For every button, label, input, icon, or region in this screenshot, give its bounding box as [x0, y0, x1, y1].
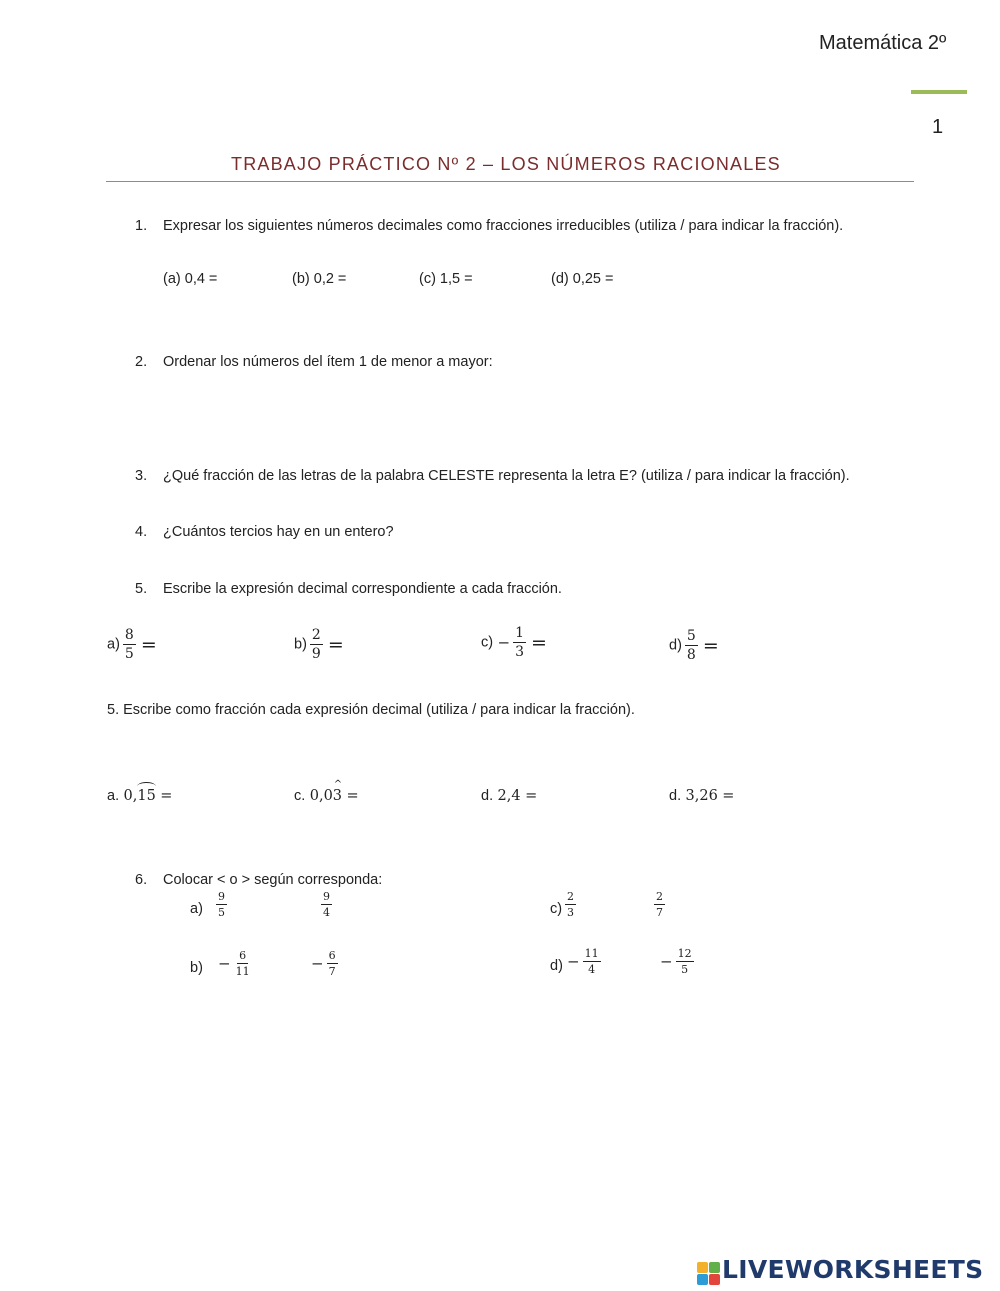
q6-d-left: − $\frac{11}{4}$ — [567, 947, 599, 976]
q5-item-c: c) − $\frac{1}{3}$ = — [481, 625, 547, 660]
q6-a-right: $\frac{9}{4}$ — [323, 890, 330, 919]
question-2-text: Ordenar los números del ítem 1 de menor a mayor: — [163, 354, 493, 370]
q6-label-b: b) — [190, 960, 203, 976]
q6-d-right: − $\frac{12}{5}$ — [660, 947, 692, 976]
liveworksheets-logo: LIVEWORKSHEETS — [697, 1255, 983, 1285]
question-5b-text: 5. Escribe como fracción cada expresión decimal (utiliza / para indicar la fracción). — [107, 702, 635, 718]
q5b-item-d2: d. 3,26 = — [669, 788, 735, 804]
q5b-item-c: c. 0,0^ 3 = — [294, 787, 359, 805]
subject-heading: Matemática 2º — [819, 32, 947, 54]
q5-item-d: d) $\frac{5}{8}$ = — [669, 628, 719, 663]
question-2-number: 2. — [135, 354, 148, 370]
question-4-text: ¿Cuántos tercios hay en un entero? — [163, 524, 394, 540]
q6-b-right: − $\frac{6}{7}$ — [311, 949, 336, 978]
q6-label-c: c) — [550, 901, 563, 917]
q6-a-left: $\frac{9}{5}$ — [218, 890, 225, 919]
q5-item-b: b) $\frac{2}{9}$ = — [294, 627, 344, 662]
q1-item-a: (a) 0,4 = — [163, 271, 218, 287]
q6-c-left: $\frac{2}{3}$ — [567, 890, 574, 919]
periodic-hat-mark: ^ 3 — [333, 788, 342, 804]
logo-squares-icon — [697, 1262, 720, 1285]
page-title: TRABAJO PRÁCTICO Nº 2 – LOS NÚMEROS RACIONALES — [231, 154, 781, 174]
q1-item-d: (d) 0,25 = — [551, 271, 614, 287]
question-6-number: 6. — [135, 872, 148, 888]
question-1-number: 1. — [135, 218, 148, 234]
question-5-number: 5. — [135, 581, 148, 597]
question-3-number: 3. — [135, 468, 148, 484]
periodic-arc-mark: 15 — [137, 788, 156, 804]
question-6-text: Colocar < o > según corresponda: — [163, 872, 383, 888]
page-number: 1 — [932, 116, 944, 138]
q6-label-d: d) — [550, 958, 563, 974]
q6-c-right: $\frac{2}{7}$ — [656, 890, 663, 919]
q1-item-c: (c) 1,5 = — [419, 271, 473, 287]
title-divider — [106, 181, 914, 182]
q6-b-left: − $\frac{6}{11}$ — [218, 949, 250, 978]
q6-label-a: a) — [190, 901, 203, 917]
question-4-number: 4. — [135, 524, 148, 540]
q5b-item-d1: d. 2,4 = — [481, 788, 538, 804]
header-accent-bar — [911, 90, 967, 94]
question-5-text: Escribe la expresión decimal correspondiente a cada fracción. — [163, 581, 562, 597]
question-3-text: ¿Qué fracción de las letras de la palabra CELESTE representa la letra E? (utiliza / para indicar la fracción). — [163, 468, 850, 484]
q5-item-a: a) $\frac{8}{5}$ = — [107, 627, 157, 662]
question-1-text: Expresar los siguientes números decimales como fracciones irreducibles (utiliza / para indicar la fracción). — [163, 218, 844, 234]
q1-item-b: (b) 0,2 = — [292, 271, 347, 287]
q5b-item-a: a. 0,15 = — [107, 788, 173, 804]
